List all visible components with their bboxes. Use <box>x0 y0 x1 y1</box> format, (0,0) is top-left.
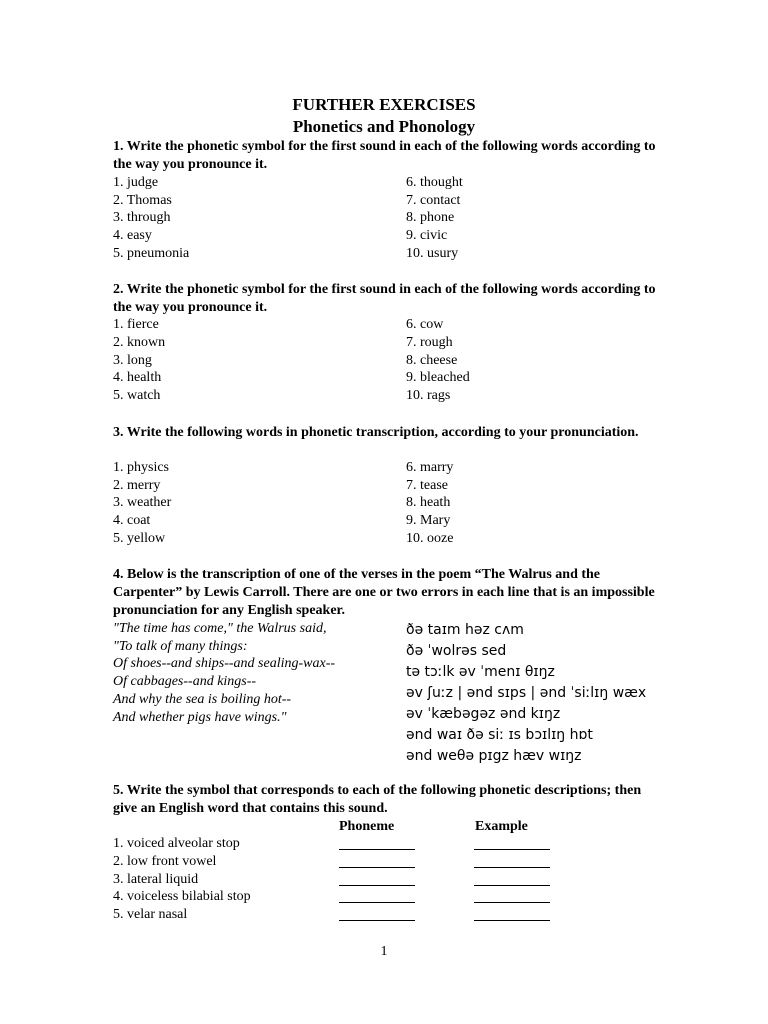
list-item: 8. phone <box>406 210 455 225</box>
list-item: 4. coat <box>113 513 151 528</box>
poem-line: Of shoes--and ships--and sealing-wax-- <box>113 656 336 671</box>
list-item: 3. through <box>113 210 171 225</box>
list-item: 2. known <box>113 335 166 350</box>
poem-line: "The time has come," the Walrus said, <box>113 621 327 636</box>
exercise-3-prompt: 3. Write the following words in phonetic transcription, according to your pronunciation. <box>113 425 639 440</box>
example-blank[interactable] <box>474 885 550 886</box>
page-title: FURTHER EXERCISES <box>292 95 476 114</box>
list-item: 3. lateral liquid <box>113 872 199 887</box>
list-item: 5. pneumonia <box>113 246 190 261</box>
list-item: 1. physics <box>113 460 169 475</box>
list-item: 2. low front vowel <box>113 854 217 869</box>
phoneme-blank[interactable] <box>339 920 415 921</box>
example-blank[interactable] <box>474 849 550 850</box>
list-item: 9. bleached <box>406 370 470 385</box>
exercise-2-prompt: 2. Write the phonetic symbol for the first sound in each of the following words according to the way you pronounce it. <box>113 282 656 315</box>
phoneme-blank[interactable] <box>339 902 415 903</box>
exercise-5-prompt: 5. Write the symbol that corresponds to each of the following phonetic descriptions; then give an English word that contains this sound. <box>113 783 642 816</box>
transcription-line: tə tɔːlk əv ˈmenɪ θɪŋz <box>406 664 555 680</box>
column-header-phoneme: Phoneme <box>339 819 395 834</box>
list-item: 4. voiceless bilabial stop <box>113 889 251 904</box>
list-item: 2. Thomas <box>113 193 172 208</box>
list-item: 10. usury <box>406 246 459 261</box>
list-item: 5. yellow <box>113 531 166 546</box>
phoneme-blank[interactable] <box>339 885 415 886</box>
list-item: 7. rough <box>406 335 453 350</box>
transcription-line: ənd weθə pɪgz hæv wɪŋz <box>406 748 582 764</box>
list-item: 5. velar nasal <box>113 907 188 922</box>
list-item: 6. marry <box>406 460 454 475</box>
list-item: 10. rags <box>406 388 451 403</box>
transcription-line: ðə ˈwolrəs sed <box>406 643 507 659</box>
transcription-line: əv ˈkæbəgəz ənd kɪŋz <box>406 706 561 722</box>
list-item: 3. weather <box>113 495 172 510</box>
list-item: 9. civic <box>406 228 448 243</box>
list-item: 8. heath <box>406 495 451 510</box>
list-item: 7. contact <box>406 193 461 208</box>
example-blank[interactable] <box>474 867 550 868</box>
list-item: 6. cow <box>406 317 444 332</box>
list-item: 6. thought <box>406 175 463 190</box>
list-item: 8. cheese <box>406 353 458 368</box>
transcription-line: ənd waɪ ðə siː ɪs bɔɪlɪŋ hɒt <box>406 727 593 743</box>
list-item: 9. Mary <box>406 513 451 528</box>
poem-line: Of cabbages--and kings-- <box>113 674 257 689</box>
list-item: 3. long <box>113 353 152 368</box>
list-item: 1. judge <box>113 175 159 190</box>
exercise-4-prompt: 4. Below is the transcription of one of the verses in the poem “The Walrus and the Carpenter” by Lewis Carroll. There are one or two errors in each line that is an impossible pronunciation for any English speaker. <box>113 567 655 618</box>
page-subtitle: Phonetics and Phonology <box>292 117 476 136</box>
page-number: 1 <box>380 944 388 959</box>
list-item: 10. ooze <box>406 531 454 546</box>
list-item: 4. health <box>113 370 162 385</box>
transcription-line: əv ʃuːz | ənd sɪps | ənd ˈsiːlɪŋ wæx <box>406 685 647 701</box>
poem-line: And whether pigs have wings." <box>113 710 287 725</box>
example-blank[interactable] <box>474 920 550 921</box>
list-item: 4. easy <box>113 228 152 243</box>
exercise-1-prompt: 1. Write the phonetic symbol for the first sound in each of the following words according to the way you pronounce it. <box>113 139 656 172</box>
list-item: 2. merry <box>113 478 161 493</box>
phoneme-blank[interactable] <box>339 849 415 850</box>
poem-line: "To talk of many things: <box>113 639 248 654</box>
phoneme-blank[interactable] <box>339 867 415 868</box>
list-item: 1. fierce <box>113 317 159 332</box>
transcription-line: ðə taɪm həz cʌm <box>406 622 524 638</box>
list-item: 1. voiced alveolar stop <box>113 836 240 851</box>
poem-line: And why the sea is boiling hot-- <box>113 692 292 707</box>
list-item: 7. tease <box>406 478 448 493</box>
example-blank[interactable] <box>474 902 550 903</box>
list-item: 5. watch <box>113 388 161 403</box>
column-header-example: Example <box>475 819 528 834</box>
